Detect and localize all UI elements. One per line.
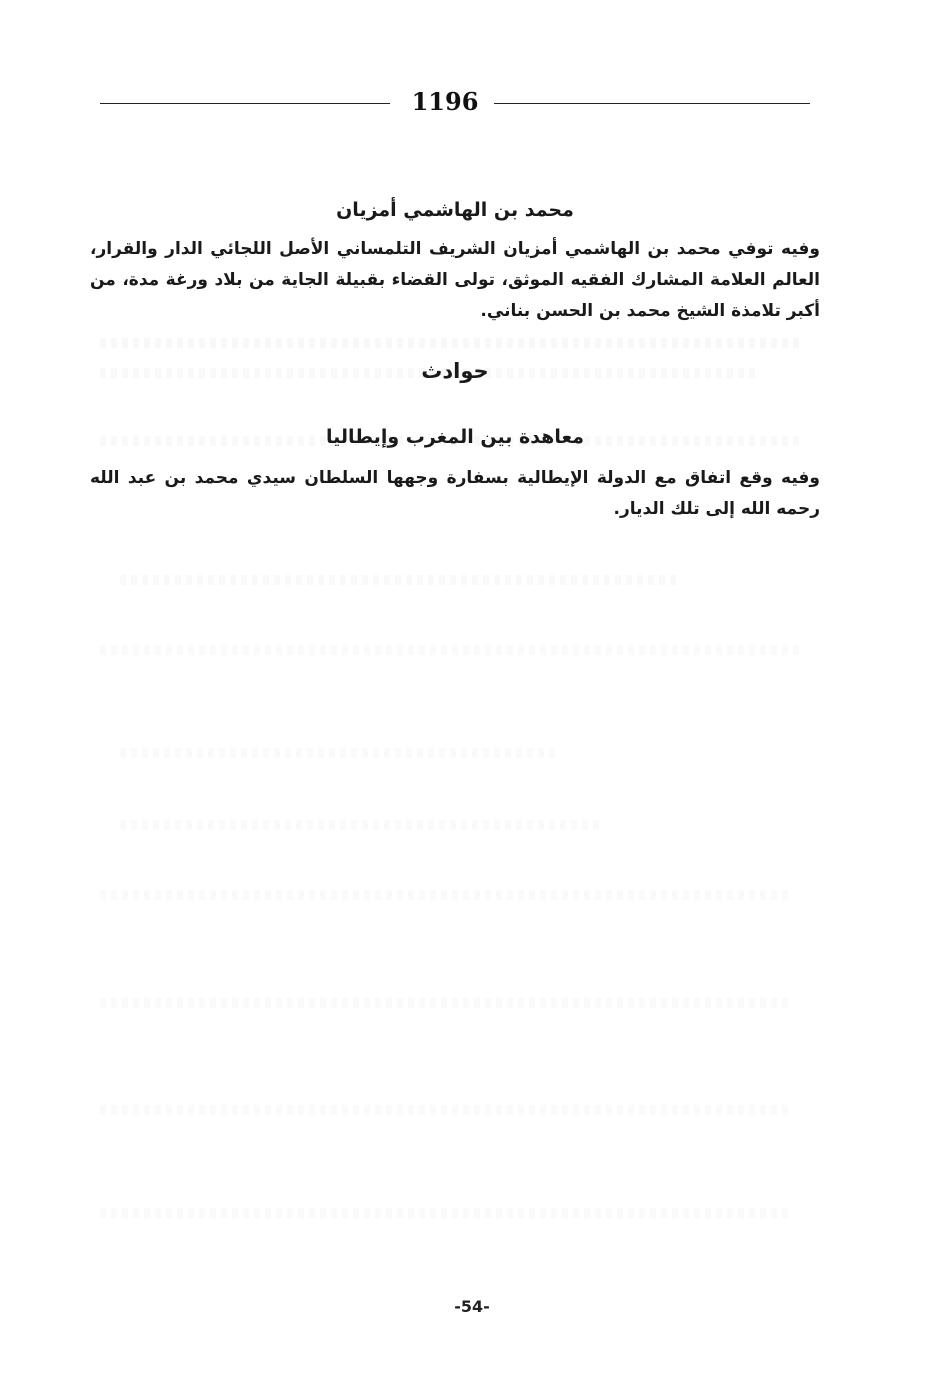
bleed-through-texture (120, 820, 600, 830)
header-rule-left (100, 103, 390, 104)
bleed-through-texture (120, 575, 680, 585)
header-rule-right (494, 103, 810, 104)
entry-heading-obituary: محمد بن الهاشمي أمزيان (336, 199, 574, 221)
entry-heading-treaty: معاهدة بين المغرب وإيطاليا (326, 426, 584, 448)
bleed-through-texture (100, 890, 790, 900)
bleed-through-texture (100, 645, 800, 655)
page-content (90, 190, 820, 525)
bleed-through-texture (100, 1208, 790, 1218)
section-title-events: حوادث (421, 359, 489, 383)
bleed-through-texture (120, 748, 560, 758)
bleed-through-texture (100, 1105, 790, 1115)
bleed-through-texture (100, 998, 790, 1008)
entry-paragraph-obituary: وفيه توفي محمد بن الهاشمي أمزيان الشريف التلمساني الأصل اللجائي الدار والقرار، العالم العلامة المشارك الفقيه الموثق، تولى القضاء بقبيلة الجاية من بلاد ورغة مدة، من أكبر تلامذة الشيخ محمد بن الحسن بناني. (90, 239, 820, 321)
page-header (100, 84, 810, 120)
entry-paragraph-treaty: وفيه وقع اتفاق مع الدولة الإيطالية بسفارة وجهها السلطان سيدي محمد بن عبد الله رحمه الله إلى تلك الديار. (90, 468, 820, 519)
page-number: -54- (454, 1297, 490, 1316)
header-year: 1196 (411, 87, 479, 116)
